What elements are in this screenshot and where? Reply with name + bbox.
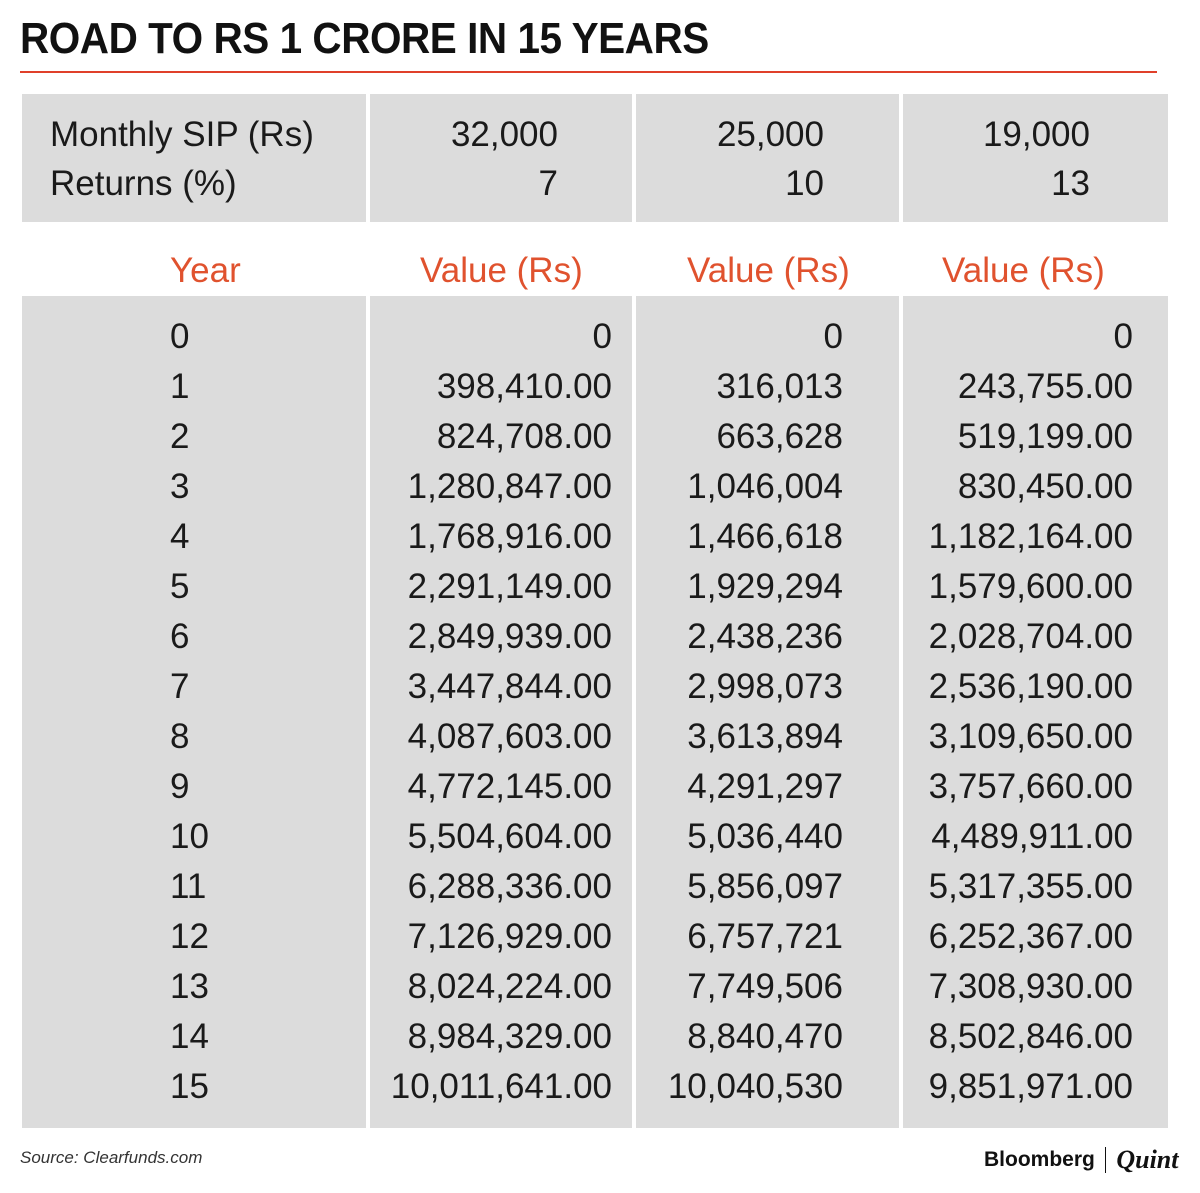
chart-title: ROAD TO RS 1 CRORE IN 15 YEARS [20,14,709,63]
year-cell: 9 [170,767,190,806]
value-cell: 2,849,939.00 [407,617,612,656]
returns-label: Returns (%) [50,164,237,203]
year-cell: 14 [170,1017,209,1056]
year-cell: 2 [170,417,190,456]
value-cell: 8,024,224.00 [407,967,612,1006]
value-cell: 4,489,911.00 [931,817,1133,856]
value-cell: 2,291,149.00 [407,567,612,606]
returns-value: 10 [785,164,824,203]
sip-value: 25,000 [716,115,824,154]
year-cell: 8 [170,717,190,756]
value-cell: 5,504,604.00 [407,817,612,856]
brand-separator [1105,1147,1107,1173]
value-cell: 824,708.00 [436,417,612,456]
value-cell: 1,768,916.00 [407,517,612,556]
value-cell: 4,087,603.00 [407,717,612,756]
value-cell: 2,028,704.00 [928,617,1133,656]
sip-label: Monthly SIP (Rs) [50,115,314,154]
value-cell: 0 [823,317,843,356]
brand-quint: Quint [1116,1145,1179,1174]
value-cell: 7,749,506 [687,967,843,1006]
column-header-value: Value (Rs) [420,251,583,290]
value-cell: 5,317,355.00 [928,867,1133,906]
year-cell: 1 [170,367,190,406]
value-cell: 0 [592,317,612,356]
column-header-value: Value (Rs) [687,251,850,290]
year-cell: 15 [170,1067,209,1106]
source-note: Source: Clearfunds.com [20,1148,203,1167]
year-cell: 10 [170,817,209,856]
value-cell: 4,291,297 [687,767,843,806]
title-rule [20,71,1157,73]
year-cell: 11 [170,867,207,906]
sip-value: 32,000 [450,115,558,154]
value-cell: 519,199.00 [957,417,1133,456]
value-cell: 1,929,294 [687,567,843,606]
year-cell: 4 [170,517,190,556]
value-cell: 243,755.00 [957,367,1133,406]
value-cell: 7,126,929.00 [407,917,612,956]
column-header-year: Year [170,251,241,290]
value-cell: 5,036,440 [687,817,843,856]
value-cell: 3,757,660.00 [928,767,1133,806]
year-cell: 7 [170,667,190,706]
value-cell: 2,438,236 [687,617,843,656]
value-cell: 316,013 [716,367,843,406]
value-cell: 6,757,721 [687,917,843,956]
year-cell: 5 [170,567,190,606]
value-cell: 3,447,844.00 [407,667,612,706]
value-cell: 8,502,846.00 [928,1017,1133,1056]
value-cell: 8,984,329.00 [407,1017,612,1056]
value-cell: 1,046,004 [687,467,843,506]
returns-value: 13 [1051,164,1090,203]
value-cell: 6,288,336.00 [407,867,612,906]
year-cell: 12 [170,917,209,956]
value-cell: 10,040,530 [667,1067,843,1106]
returns-value: 7 [538,164,558,203]
value-cell: 7,308,930.00 [928,967,1133,1006]
value-cell: 663,628 [716,417,843,456]
brand-bloomberg: Bloomberg [984,1148,1095,1171]
value-cell: 1,182,164.00 [928,517,1133,556]
year-cell: 6 [170,617,190,656]
year-cell: 3 [170,467,190,506]
value-cell: 4,772,145.00 [407,767,612,806]
year-cell: 0 [170,317,190,356]
sip-value: 19,000 [982,115,1090,154]
value-cell: 3,613,894 [687,717,843,756]
value-cell: 2,536,190.00 [928,667,1133,706]
value-cell: 1,579,600.00 [928,567,1133,606]
value-cell: 830,450.00 [957,467,1133,506]
value-cell: 0 [1113,317,1133,356]
value-cell: 398,410.00 [436,367,612,406]
value-cell: 9,851,971.00 [928,1067,1133,1106]
value-cell: 8,840,470 [687,1017,843,1056]
value-cell: 5,856,097 [687,867,843,906]
value-cell: 1,466,618 [687,517,843,556]
brand-logo [984,1145,1179,1175]
value-cell: 2,998,073 [687,667,843,706]
value-cell: 1,280,847.00 [407,467,612,506]
value-cell: 3,109,650.00 [928,717,1133,756]
column-header-value: Value (Rs) [942,251,1105,290]
year-cell: 13 [170,967,209,1006]
value-cell: 10,011,641.00 [390,1067,612,1106]
value-cell: 6,252,367.00 [928,917,1133,956]
